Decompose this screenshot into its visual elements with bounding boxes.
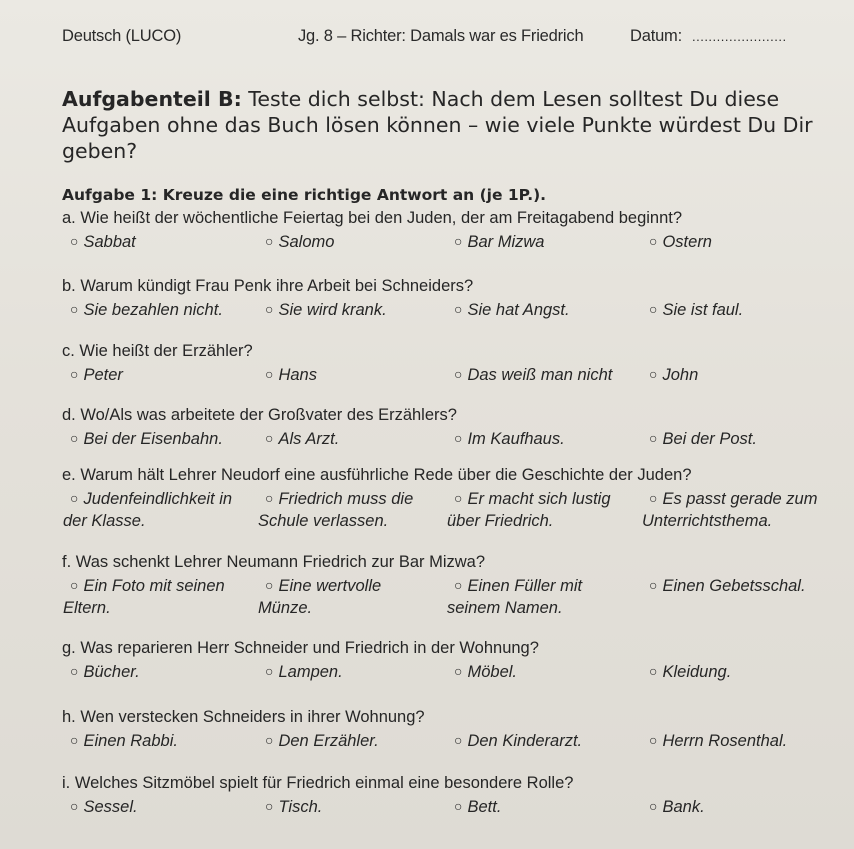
checkbox-circle-icon[interactable]: ○	[70, 301, 79, 317]
answer-option[interactable]	[265, 795, 322, 818]
question-item	[62, 208, 842, 274]
answer-option[interactable]	[258, 487, 414, 532]
checkbox-circle-icon[interactable]: ○	[70, 798, 79, 814]
answer-option-label: Einen Füller mit	[467, 577, 583, 595]
answer-option-label: Im Kaufhaus.	[467, 430, 565, 448]
checkbox-circle-icon[interactable]: ○	[70, 233, 79, 249]
checkbox-circle-icon[interactable]: ○	[454, 366, 463, 382]
answer-option[interactable]	[454, 363, 612, 386]
answer-option[interactable]	[70, 660, 140, 683]
answer-option[interactable]	[454, 298, 570, 321]
answer-option[interactable]	[70, 298, 223, 321]
checkbox-circle-icon[interactable]: ○	[454, 577, 463, 593]
checkbox-circle-icon[interactable]: ○	[70, 490, 79, 506]
answer-option[interactable]	[265, 363, 317, 386]
answer-option[interactable]	[454, 660, 517, 683]
answer-option[interactable]	[258, 574, 382, 619]
question-text: c. Wie heißt der Erzähler?	[62, 342, 253, 360]
answer-option[interactable]	[454, 729, 582, 752]
answer-option-label-continued: seinem Namen.	[447, 599, 563, 617]
checkbox-circle-icon[interactable]: ○	[265, 663, 274, 679]
answer-option-label: Ostern	[662, 233, 712, 251]
answer-option[interactable]	[447, 487, 611, 532]
checkbox-circle-icon[interactable]: ○	[454, 732, 463, 748]
answer-option-label: Bank.	[662, 798, 705, 816]
checkbox-circle-icon[interactable]: ○	[70, 732, 79, 748]
answer-option-label: Bücher.	[83, 663, 140, 681]
answer-option-label: John	[662, 366, 699, 384]
answer-option[interactable]	[265, 298, 387, 321]
checkbox-circle-icon[interactable]: ○	[454, 490, 463, 506]
answer-options	[62, 660, 842, 704]
answer-option-label: Einen Rabbi.	[83, 732, 178, 750]
answer-option-label: Friedrich muss die	[278, 490, 414, 508]
question-item	[62, 341, 842, 407]
answer-option-label: Das weiß man nicht	[467, 366, 613, 384]
answer-option[interactable]	[649, 427, 757, 450]
answer-options	[62, 574, 842, 618]
section-heading-text: Teste dich selbst: Nach dem Lesen solltest Du diese Aufgaben ohne das Buch lösen können – wie viele Punkte würdest Du Dir geben?	[62, 87, 813, 163]
answer-option-label-continued: Münze.	[258, 599, 313, 617]
checkbox-circle-icon[interactable]: ○	[454, 430, 463, 446]
answer-option-label: Bar Mizwa	[467, 233, 545, 251]
header-title: Jg. 8 – Richter: Damals war es Friedrich	[298, 27, 584, 45]
checkbox-circle-icon[interactable]: ○	[454, 301, 463, 317]
checkbox-circle-icon[interactable]: ○	[649, 490, 658, 506]
answer-option-label: Sie ist faul.	[662, 301, 744, 319]
answer-option[interactable]	[70, 729, 178, 752]
checkbox-circle-icon[interactable]: ○	[649, 430, 658, 446]
answer-option[interactable]	[265, 660, 343, 683]
date-blank: .......................	[691, 29, 787, 44]
question-text: a. Wie heißt der wöchentliche Feiertag bei den Juden, der am Freitagabend beginnt?	[62, 209, 683, 227]
question-item	[62, 638, 842, 704]
answer-option[interactable]	[649, 298, 743, 321]
question-item	[62, 276, 842, 342]
answer-option-label: Herrn Rosenthal.	[662, 732, 788, 750]
answer-option-label: Peter	[83, 366, 123, 384]
question-text: e. Warum hält Lehrer Neudorf eine ausführliche Rede über die Geschichte der Juden?	[62, 466, 692, 484]
answer-option-label: Kleidung.	[662, 663, 732, 681]
answer-option[interactable]	[70, 230, 136, 253]
date-label: Datum:	[630, 27, 682, 45]
answer-option-label: Bei der Post.	[662, 430, 757, 448]
section-heading-bold: Aufgabenteil B:	[62, 87, 242, 111]
question-item	[62, 405, 842, 471]
question-item	[62, 773, 842, 839]
answer-options	[62, 230, 842, 274]
checkbox-circle-icon[interactable]: ○	[649, 577, 658, 593]
answer-option-label: Sabbat	[83, 233, 136, 251]
checkbox-circle-icon[interactable]: ○	[649, 732, 658, 748]
checkbox-circle-icon[interactable]: ○	[265, 577, 274, 593]
checkbox-circle-icon[interactable]: ○	[265, 366, 274, 382]
answer-option[interactable]	[63, 487, 233, 532]
answer-option-label-continued: der Klasse.	[63, 512, 146, 530]
answer-option[interactable]	[265, 729, 379, 752]
question-text: h. Wen verstecken Schneiders in ihrer Wohnung?	[62, 708, 425, 726]
answer-option-label: Sessel.	[83, 798, 138, 816]
checkbox-circle-icon[interactable]: ○	[649, 366, 658, 382]
answer-option[interactable]	[649, 795, 705, 818]
answer-option-label: Hans	[278, 366, 317, 384]
checkbox-circle-icon[interactable]: ○	[70, 366, 79, 382]
answer-option[interactable]	[642, 487, 818, 532]
answer-option-label-continued: über Friedrich.	[447, 512, 554, 530]
answer-option-label-continued: Eltern.	[63, 599, 111, 617]
answer-option-label-continued: Unterrichtsthema.	[642, 512, 773, 530]
answer-options	[62, 298, 842, 342]
answer-option-label: Judenfeindlichkeit in	[83, 490, 233, 508]
answer-option[interactable]	[70, 795, 138, 818]
answer-option[interactable]	[265, 427, 339, 450]
answer-option-label: Salomo	[278, 233, 335, 251]
answer-options	[62, 795, 842, 839]
checkbox-circle-icon[interactable]: ○	[70, 663, 79, 679]
answer-option[interactable]	[454, 427, 565, 450]
answer-option[interactable]	[649, 363, 698, 386]
answer-option[interactable]	[70, 427, 223, 450]
question-text: b. Warum kündigt Frau Penk ihre Arbeit bei Schneiders?	[62, 277, 474, 295]
answer-option-label: Er macht sich lustig	[467, 490, 611, 508]
answer-option-label: Einen Gebetsschal.	[662, 577, 806, 595]
checkbox-circle-icon[interactable]: ○	[265, 732, 274, 748]
answer-option[interactable]	[454, 230, 544, 253]
worksheet-header	[62, 27, 832, 53]
header-subject: Deutsch (LUCO)	[62, 27, 182, 45]
checkbox-circle-icon[interactable]: ○	[265, 233, 274, 249]
answer-option[interactable]	[649, 574, 806, 597]
checkbox-circle-icon[interactable]: ○	[454, 233, 463, 249]
answer-option-label: Eine wertvolle	[278, 577, 382, 595]
checkbox-circle-icon[interactable]: ○	[265, 490, 274, 506]
checkbox-circle-icon[interactable]: ○	[649, 233, 658, 249]
answer-option-label: Als Arzt.	[278, 430, 340, 448]
answer-option[interactable]	[649, 729, 787, 752]
answer-option-label: Den Kinderarzt.	[467, 732, 583, 750]
question-item	[62, 465, 842, 531]
answer-option-label: Sie bezahlen nicht.	[83, 301, 223, 319]
answer-option[interactable]	[649, 230, 712, 253]
answer-option-label: Möbel.	[467, 663, 517, 681]
section-heading	[62, 86, 837, 164]
answer-options	[62, 487, 842, 531]
answer-option-label: Den Erzähler.	[278, 732, 379, 750]
task-title: Aufgabe 1: Kreuze die eine richtige Antwort an (je 1P.).	[62, 186, 547, 204]
answer-option[interactable]	[265, 230, 334, 253]
answer-option[interactable]	[447, 574, 583, 619]
answer-option[interactable]	[649, 660, 731, 683]
checkbox-circle-icon[interactable]: ○	[265, 430, 274, 446]
question-text: i. Welches Sitzmöbel spielt für Friedrich einmal eine besondere Rolle?	[62, 774, 574, 792]
header-date	[630, 27, 787, 46]
answer-option-label: Bei der Eisenbahn.	[83, 430, 223, 448]
answer-option-label: Sie wird krank.	[278, 301, 387, 319]
checkbox-circle-icon[interactable]: ○	[70, 430, 79, 446]
checkbox-circle-icon[interactable]: ○	[454, 663, 463, 679]
answer-option-label: Lampen.	[278, 663, 343, 681]
question-item	[62, 707, 842, 773]
question-text: g. Was reparieren Herr Schneider und Friedrich in der Wohnung?	[62, 639, 539, 657]
checkbox-circle-icon[interactable]: ○	[454, 798, 463, 814]
question-text: f. Was schenkt Lehrer Neumann Friedrich zur Bar Mizwa?	[62, 553, 486, 571]
checkbox-circle-icon[interactable]: ○	[70, 577, 79, 593]
checkbox-circle-icon[interactable]: ○	[265, 301, 274, 317]
answer-options	[62, 363, 842, 407]
checkbox-circle-icon[interactable]: ○	[649, 798, 658, 814]
question-item	[62, 552, 842, 618]
answer-option-label: Ein Foto mit seinen	[83, 577, 225, 595]
answer-options	[62, 729, 842, 773]
checkbox-circle-icon[interactable]: ○	[265, 798, 274, 814]
question-text: d. Wo/Als was arbeitete der Großvater des Erzählers?	[62, 406, 457, 424]
answer-option[interactable]	[63, 574, 225, 619]
answer-option[interactable]	[70, 363, 123, 386]
answer-option-label-continued: Schule verlassen.	[258, 512, 389, 530]
checkbox-circle-icon[interactable]: ○	[649, 663, 658, 679]
answer-option-label: Es passt gerade zum	[662, 490, 818, 508]
answer-option[interactable]	[454, 795, 501, 818]
checkbox-circle-icon[interactable]: ○	[649, 301, 658, 317]
answer-option-label: Tisch.	[278, 798, 323, 816]
answer-option-label: Sie hat Angst.	[467, 301, 570, 319]
answer-option-label: Bett.	[467, 798, 502, 816]
